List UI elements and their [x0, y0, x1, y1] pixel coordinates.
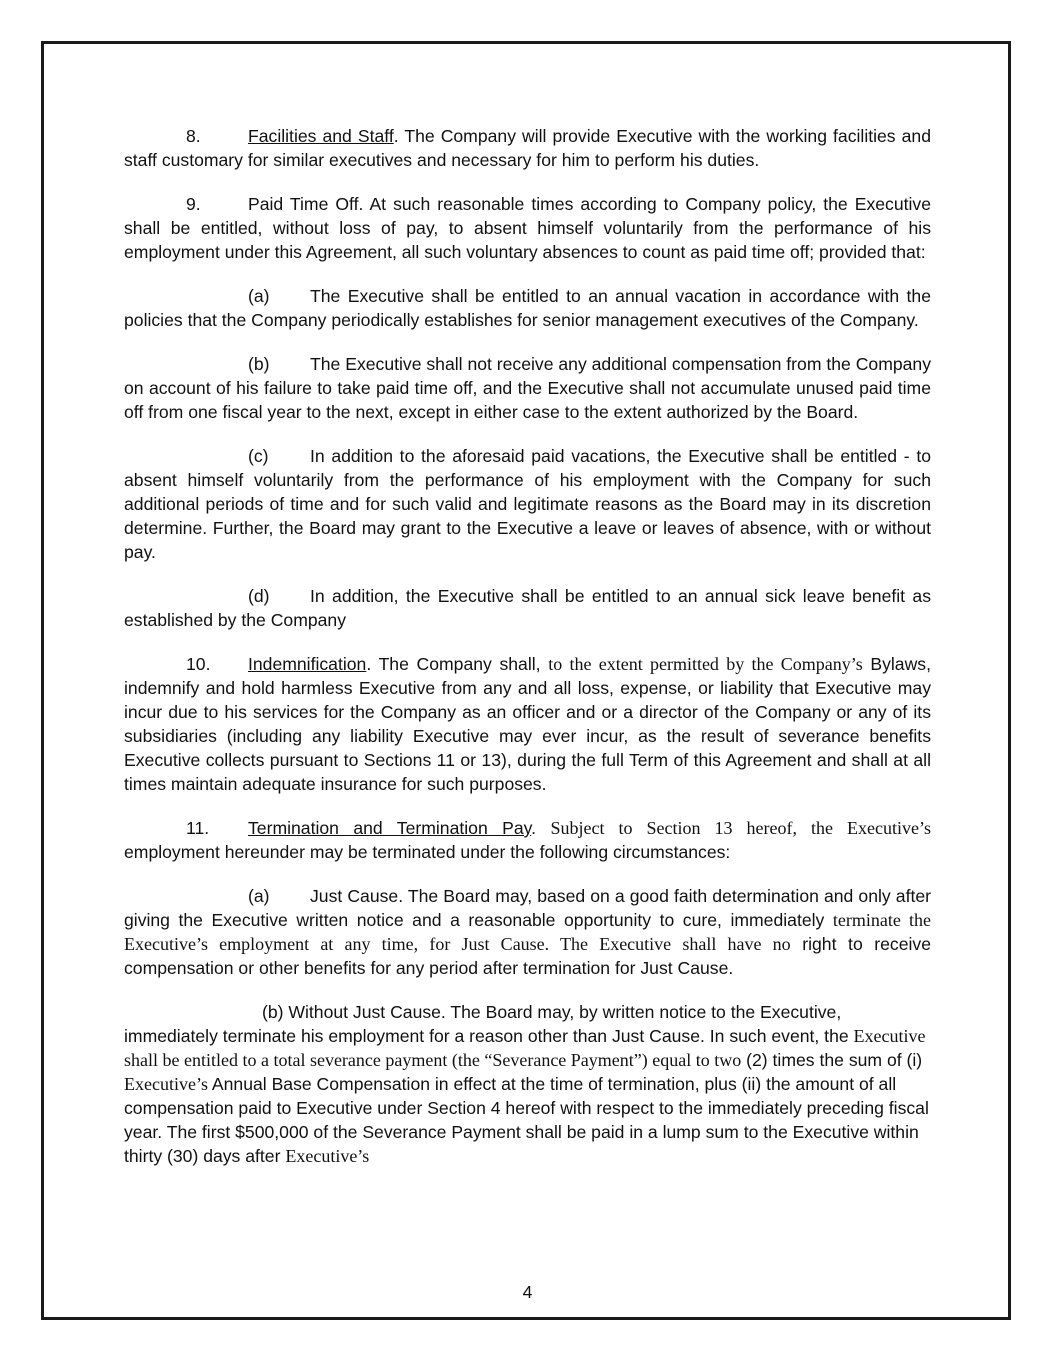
section-10-title: Indemnification: [248, 654, 367, 674]
section-9-d-label: (d): [248, 586, 270, 606]
section-11-number: 11.: [186, 818, 210, 838]
section-11: [124, 816, 931, 864]
section-11-a: [124, 884, 931, 980]
section-9-a-text: The Executive shall be entitled to an annual vacation in accordance with the policies that the Company periodically establishes for senior management executives of the Company.: [124, 286, 931, 330]
section-10-lead: . The Company shall,: [366, 654, 549, 674]
section-9-a: [124, 284, 931, 332]
page-number: 4: [522, 1282, 533, 1302]
section-9-b-text: The Executive shall not receive any additional compensation from the Company on account of his failure to take paid time off, and the Executive shall not accumulate unused paid time off from one fiscal year to the next, except in either case to the extent authorized by the Board.: [124, 354, 932, 422]
section-8-title: Facilities and Staff: [248, 126, 394, 146]
section-8-text: . The Company will provide Executive with the working facilities and staff customary for similar executives and necessary for him to perform his duties.: [124, 126, 931, 170]
section-11-lead: .: [531, 818, 551, 838]
section-9-text: . At such reasonable times according to Company policy, the Executive shall be entitled, without loss of pay, to absent himself voluntarily from the performance of his employment under this Agreement, all such voluntary absences to count as paid time off; provided that:: [124, 194, 931, 262]
section-8: [124, 124, 931, 172]
section-11-b-text3: Annual Base Compensation in effect at the time of termination, plus (ii) the amount of all compensation paid to Executive under Section 4 hereof with respect to the immediately preceding fiscal year. The first $500,000 of the Severance Payment shall be paid in a lump sum to the Executive within thirty (30) days after: [124, 1074, 929, 1166]
section-11-a-text2: right to receive compensation or other benefits for any period after termination for Just Cause.: [124, 934, 932, 978]
section-9-c-text: In addition to the aforesaid paid vacations, the Executive shall be entitled - to absent himself voluntarily from the performance of his employment with the Company for such additional periods of time and for such valid and legitimate reasons as the Board may in its discretion determine. Further, the Board may grant to the Executive a leave or leaves of absence, with or without pay.: [124, 446, 931, 562]
section-11-text: employment hereunder may be terminated under the following circumstances:: [124, 842, 731, 862]
document-body: [124, 124, 931, 1188]
section-9-number: 9.: [186, 194, 201, 214]
section-11-b-serif1: Executive shall be entitled to a total severance payment (the “Severance Payment”) equal to two: [124, 1026, 926, 1070]
section-11-b-serif2: Executive’s: [124, 1074, 208, 1094]
section-10-number: 10.: [186, 654, 211, 674]
section-8-number: 8.: [186, 126, 201, 146]
section-9-d-text: In addition, the Executive shall be entitled to an annual sick leave benefit as established by the Company: [124, 586, 931, 630]
section-10-serif-text: to the extent permitted by the Company’s: [548, 654, 863, 674]
section-9-c: [124, 444, 931, 564]
section-9: [124, 192, 931, 264]
section-11-title: Termination and Termination Pay: [248, 818, 532, 838]
section-10: [124, 652, 931, 796]
section-9-b: [124, 352, 931, 424]
section-11-b-text2: (2) times the sum of (i): [741, 1050, 923, 1070]
section-11-b-text1: (b) Without Just Cause. The Board may, by written notice to the Executive, immediately terminate his employment for a reason other than Just Cause. In such event, the: [124, 1002, 854, 1046]
section-9-d: [124, 584, 931, 632]
section-9-b-label: (b): [248, 354, 270, 374]
section-9-c-label: (c): [248, 446, 269, 466]
section-11-b: [124, 1000, 931, 1168]
section-11-a-label: (a): [248, 886, 270, 906]
section-10-text: Bylaws, indemnify and hold harmless Executive from any and all loss, expense, or liability that Executive may incur due to his services for the Company as an officer and or a director of the Company or any of its subsidiaries (including any liability Executive may ever incur, as the result of severance benefits Executive collects pursuant to Sections 11 or 13), during the full Term of this Agreement and shall at all times maintain adequate insurance for such purposes.: [124, 654, 931, 794]
section-11-a-serif: terminate the Executive’s employment at any time, for Just Cause. The Executive shall have no: [124, 910, 931, 954]
section-11-b-serif3: Executive’s: [285, 1146, 370, 1166]
section-11-serif-text: Subject to Section 13 hereof, the Executive’s: [550, 818, 931, 838]
section-9-title: Paid Time Off: [248, 194, 359, 214]
section-9-a-label: (a): [248, 286, 270, 306]
section-11-a-text1: Just Cause. The Board may, based on a good faith determination and only after giving the Executive written notice and a reasonable opportunity to cure, immediately: [124, 886, 931, 930]
